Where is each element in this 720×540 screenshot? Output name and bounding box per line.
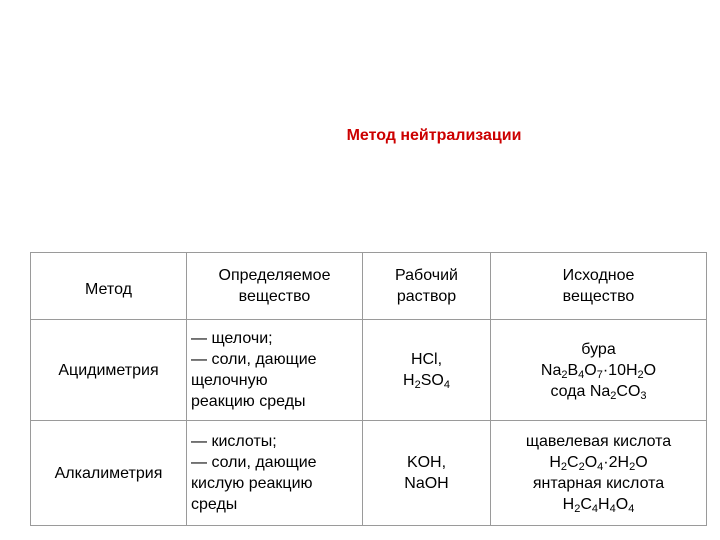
formula-subscript: 2 bbox=[629, 461, 636, 473]
solution-cell bbox=[363, 320, 491, 421]
method-name-cell: Алкалиметрия bbox=[31, 421, 187, 526]
source-cell bbox=[491, 421, 707, 526]
source-formula bbox=[495, 452, 702, 473]
formula-part: ·2H bbox=[603, 454, 630, 471]
formula-part: SO bbox=[420, 372, 444, 389]
formula-subscript: 4 bbox=[578, 368, 585, 381]
solution-line: HCl, bbox=[410, 351, 443, 368]
source-line: бура bbox=[581, 340, 616, 358]
formula-subscript: 4 bbox=[628, 503, 635, 515]
formula-part: C bbox=[580, 496, 592, 513]
substance-line: щелочную bbox=[191, 372, 268, 389]
page-title: Метод нейтрализации bbox=[346, 127, 522, 144]
formula-part: O bbox=[584, 361, 597, 379]
formula-part: H bbox=[598, 496, 610, 513]
header-source bbox=[491, 253, 707, 320]
solution-line: NaOH bbox=[404, 475, 449, 492]
formula-subscript: 7 bbox=[596, 368, 603, 381]
formula-subscript: 4 bbox=[591, 503, 599, 515]
solution-formula bbox=[367, 370, 486, 391]
source-formula bbox=[495, 360, 702, 381]
source-formula bbox=[495, 381, 702, 402]
formula-part: Na bbox=[540, 361, 562, 379]
formula-part: H bbox=[403, 372, 415, 389]
source-line: янтарная кислота bbox=[532, 475, 665, 492]
formula-part: H bbox=[549, 454, 561, 471]
solution-cell bbox=[363, 421, 491, 526]
formula-part: C bbox=[567, 454, 579, 471]
formula-subscript: 4 bbox=[443, 379, 450, 391]
substance-line: кислую реакцию bbox=[191, 475, 313, 492]
formula-part: ·10H bbox=[602, 361, 638, 379]
formula-part: H bbox=[562, 496, 575, 513]
source-formula bbox=[495, 494, 702, 515]
substance-line: — кислоты; bbox=[191, 433, 277, 450]
source-cell bbox=[491, 320, 707, 421]
substance-cell bbox=[187, 421, 363, 526]
formula-subscript: 2 bbox=[610, 389, 617, 402]
substance-line: среды bbox=[191, 496, 238, 513]
header-method bbox=[31, 253, 187, 320]
substance-line: — щелочи; bbox=[191, 330, 273, 347]
source-line: щавелевая кислота bbox=[525, 433, 672, 450]
formula-subscript: 2 bbox=[578, 461, 585, 473]
substance-cell bbox=[187, 320, 363, 421]
formula-subscript: 2 bbox=[637, 368, 644, 381]
header-substance-line1: Определяемое bbox=[218, 267, 331, 284]
header-solution-line1: Рабочий bbox=[395, 267, 458, 284]
header-substance bbox=[187, 253, 363, 320]
substance-line: — соли, дающие bbox=[191, 454, 317, 471]
method-table bbox=[30, 252, 707, 526]
formula-part: сода Na bbox=[550, 382, 611, 400]
formula-subscript: 3 bbox=[640, 389, 647, 402]
substance-line: реакцию среды bbox=[191, 393, 306, 410]
header-source-line2: вещество bbox=[562, 288, 635, 305]
formula-subscript: 2 bbox=[414, 379, 421, 391]
formula-subscript: 4 bbox=[597, 461, 604, 473]
header-solution-line2: раствор bbox=[396, 288, 457, 305]
table-row bbox=[31, 421, 707, 526]
header-source-line1: Исходное bbox=[562, 267, 635, 284]
substance-line: — соли, дающие bbox=[191, 351, 317, 368]
formula-part: O bbox=[615, 496, 629, 513]
table-header-row bbox=[31, 253, 707, 320]
solution-line: KOH, bbox=[406, 454, 447, 471]
header-method-label: Метод bbox=[85, 280, 132, 298]
formula-part: O bbox=[584, 454, 598, 471]
table-row bbox=[31, 320, 707, 421]
header-solution bbox=[363, 253, 491, 320]
formula-subscript: 2 bbox=[574, 503, 581, 515]
formula-part: CO bbox=[616, 382, 641, 400]
formula-part: O bbox=[643, 361, 657, 379]
formula-part: O bbox=[635, 454, 648, 471]
header-substance-line2: вещество bbox=[238, 288, 311, 305]
formula-part: B bbox=[567, 361, 579, 379]
method-name-cell: Ацидиметрия bbox=[31, 320, 187, 421]
formula-subscript: 2 bbox=[561, 368, 568, 381]
formula-subscript: 2 bbox=[560, 461, 568, 473]
formula-subscript: 4 bbox=[609, 503, 616, 515]
